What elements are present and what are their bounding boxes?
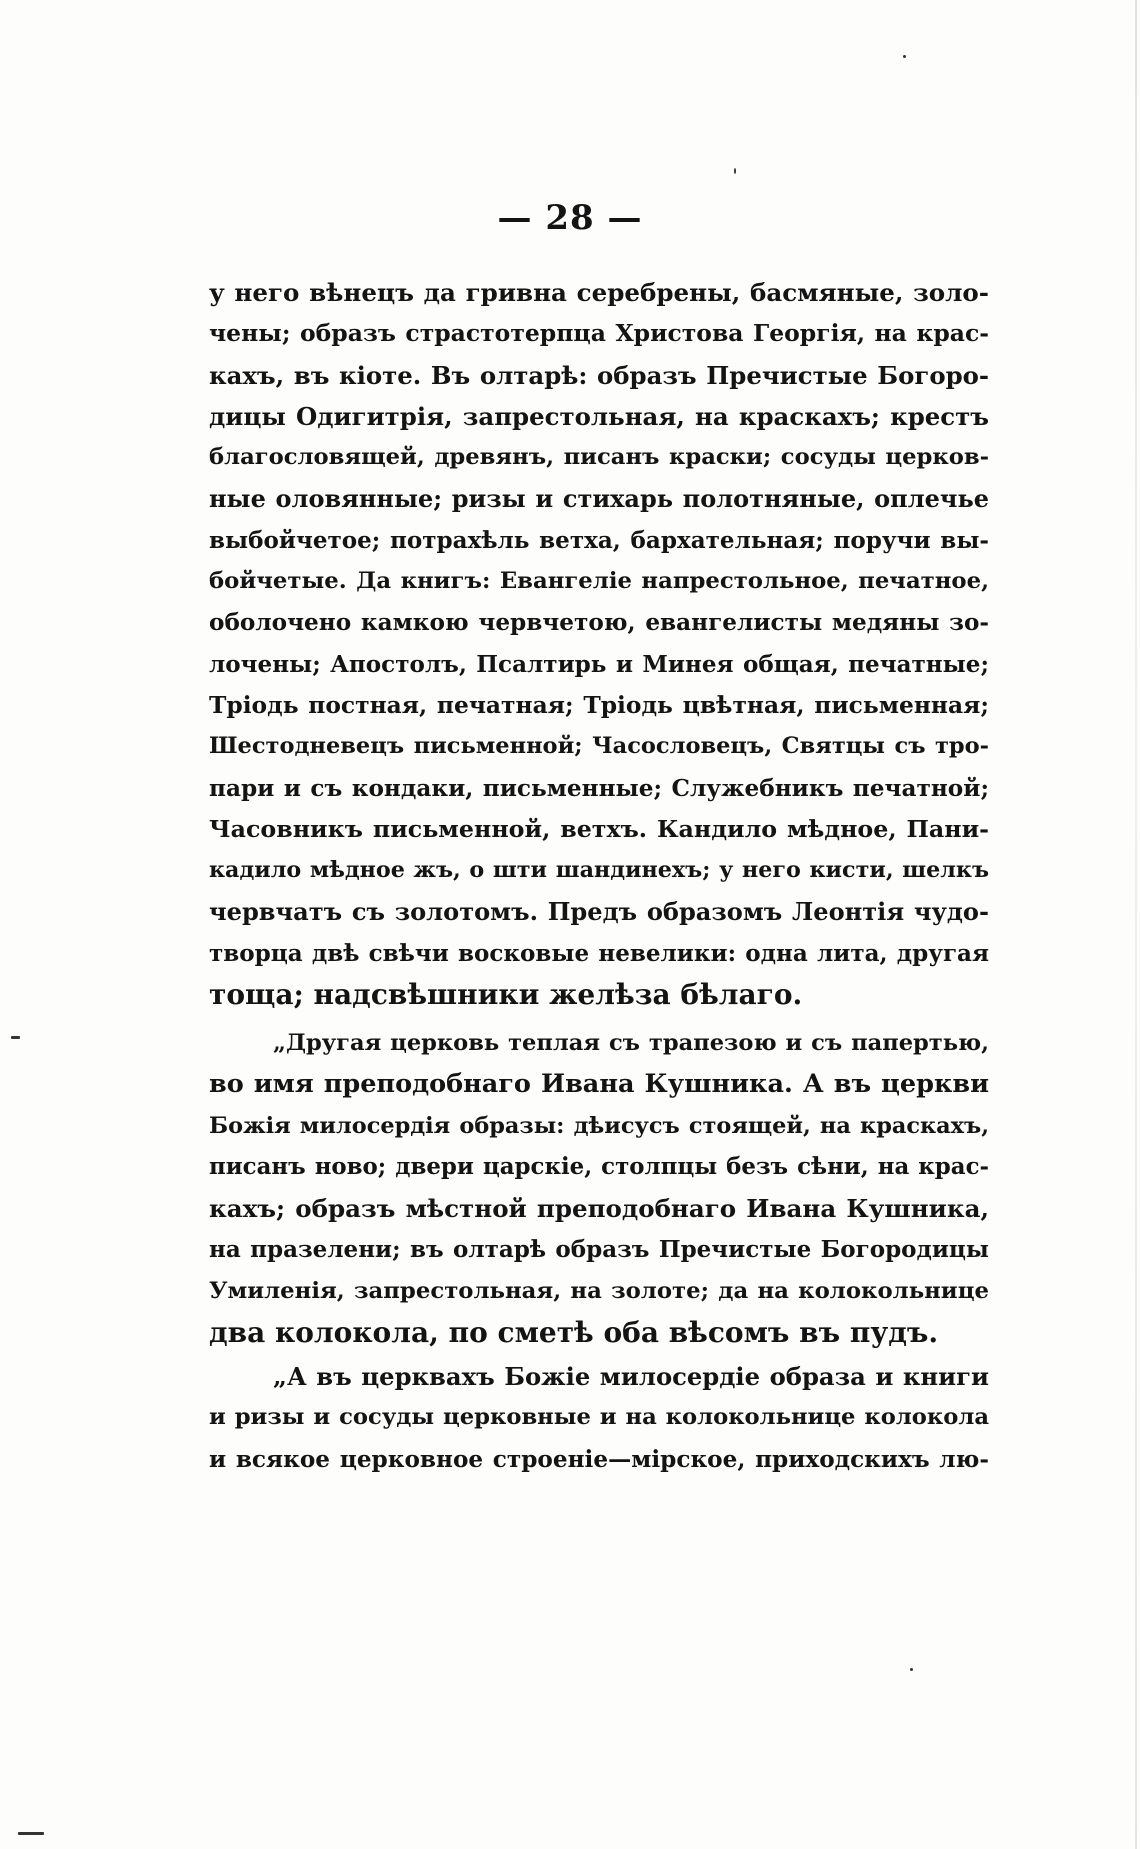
text-line: благословящей, древянъ, писанъ краски; сосуды церков- [209,444,989,471]
scan-speck [18,1832,44,1835]
text-line: Божія милосердія образы: дѣисусъ стоящей, на краскахъ, [209,1112,989,1139]
text-line: и всякое церковное строеніе—мірское, приходскихъ лю- [209,1445,989,1473]
text-line: „А въ церквахъ Божіе милосердіе образа и книги [273,1362,989,1391]
paragraph-1 [209,272,989,1015]
text-line: кадило мѣдное жъ, о шти шандинехъ; у него кисти, шелкъ [209,857,989,884]
text-line: тощa; надсвѣшники желѣза бѣлаго. [209,978,803,1012]
paragraph-2 [209,1023,989,1353]
text-line: бойчетые. Да книгъ: Евангеліе напрестольное, печатное, [209,568,989,595]
text-line: „Другая церковь теплая съ трапезою и съ папертью, [273,1030,989,1056]
scan-speck [734,168,736,174]
text-line: пари и съ кондаки, письменные; Служебникъ печатной; [209,774,989,802]
text-line: два колокола, по сметѣ оба вѣсомъ въ пудъ. [209,1316,939,1350]
text-line: Шестодневецъ письменной; Часословецъ, Святцы съ тро- [209,733,989,760]
text-line: на празелени; въ олтарѣ образъ Пречистые Богородицы [209,1236,989,1264]
paragraph-3 [209,1356,989,1480]
text-line: творца двѣ свѣчи восковые невелики: одна лита, другая [209,939,989,967]
text-line: лочены; Апостолъ, Псалтирь и Минея общая, печатные; [209,650,989,678]
text-line: во имя преподобнаго Ивана Кушника. А въ церкви [209,1069,989,1100]
text-line: Тріодь постная, печатная; Тріодь цвѣтная, письменная; [209,690,989,719]
text-line: и ризы и сосуды церковные и на колокольнице колокола [209,1404,989,1431]
text-line: у него вѣнецъ да гривна серебрены, басмяные, золо- [209,278,989,307]
scan-speck [903,55,906,58]
text-line: выбойчетое; потрахѣль ветха, бархательная; поручи вы- [209,526,989,554]
text-line: червчатъ съ золотомъ. Предъ образомъ Леонтія чудо- [209,897,989,927]
text-line: оболочено камкою червчетою, евангелисты медяны зо- [209,609,989,637]
text-line: Часовникъ письменной, ветхъ. Кандило мѣдное, Пани- [209,814,989,843]
text-line: кахъ, въ кіоте. Въ олтарѣ: образъ Пречистые Богоро- [209,360,989,390]
text-line: Умиленія, запрестольная, на золоте; да на колокольнице [209,1277,989,1304]
text-line: ные оловянные; ризы и стихарь полотняные, оплечье [209,484,989,514]
text-line: кахъ; образъ мѣстной преподобнаго Ивана Кушника, [209,1194,989,1224]
text-line: чены; образъ страстотерпца Христова Георгія, на крас- [209,319,989,348]
text-line: дицы Одигитрія, запрестольная, на краскахъ; крестъ [209,401,989,431]
scan-speck [11,1036,20,1039]
page-edge-shadow [1135,0,1137,1849]
text-line: писанъ ново; двери царскіе, столпцы безъ сѣни, на крас- [209,1153,989,1180]
page-number: — 28 — [497,198,643,238]
scan-speck [910,1668,913,1671]
